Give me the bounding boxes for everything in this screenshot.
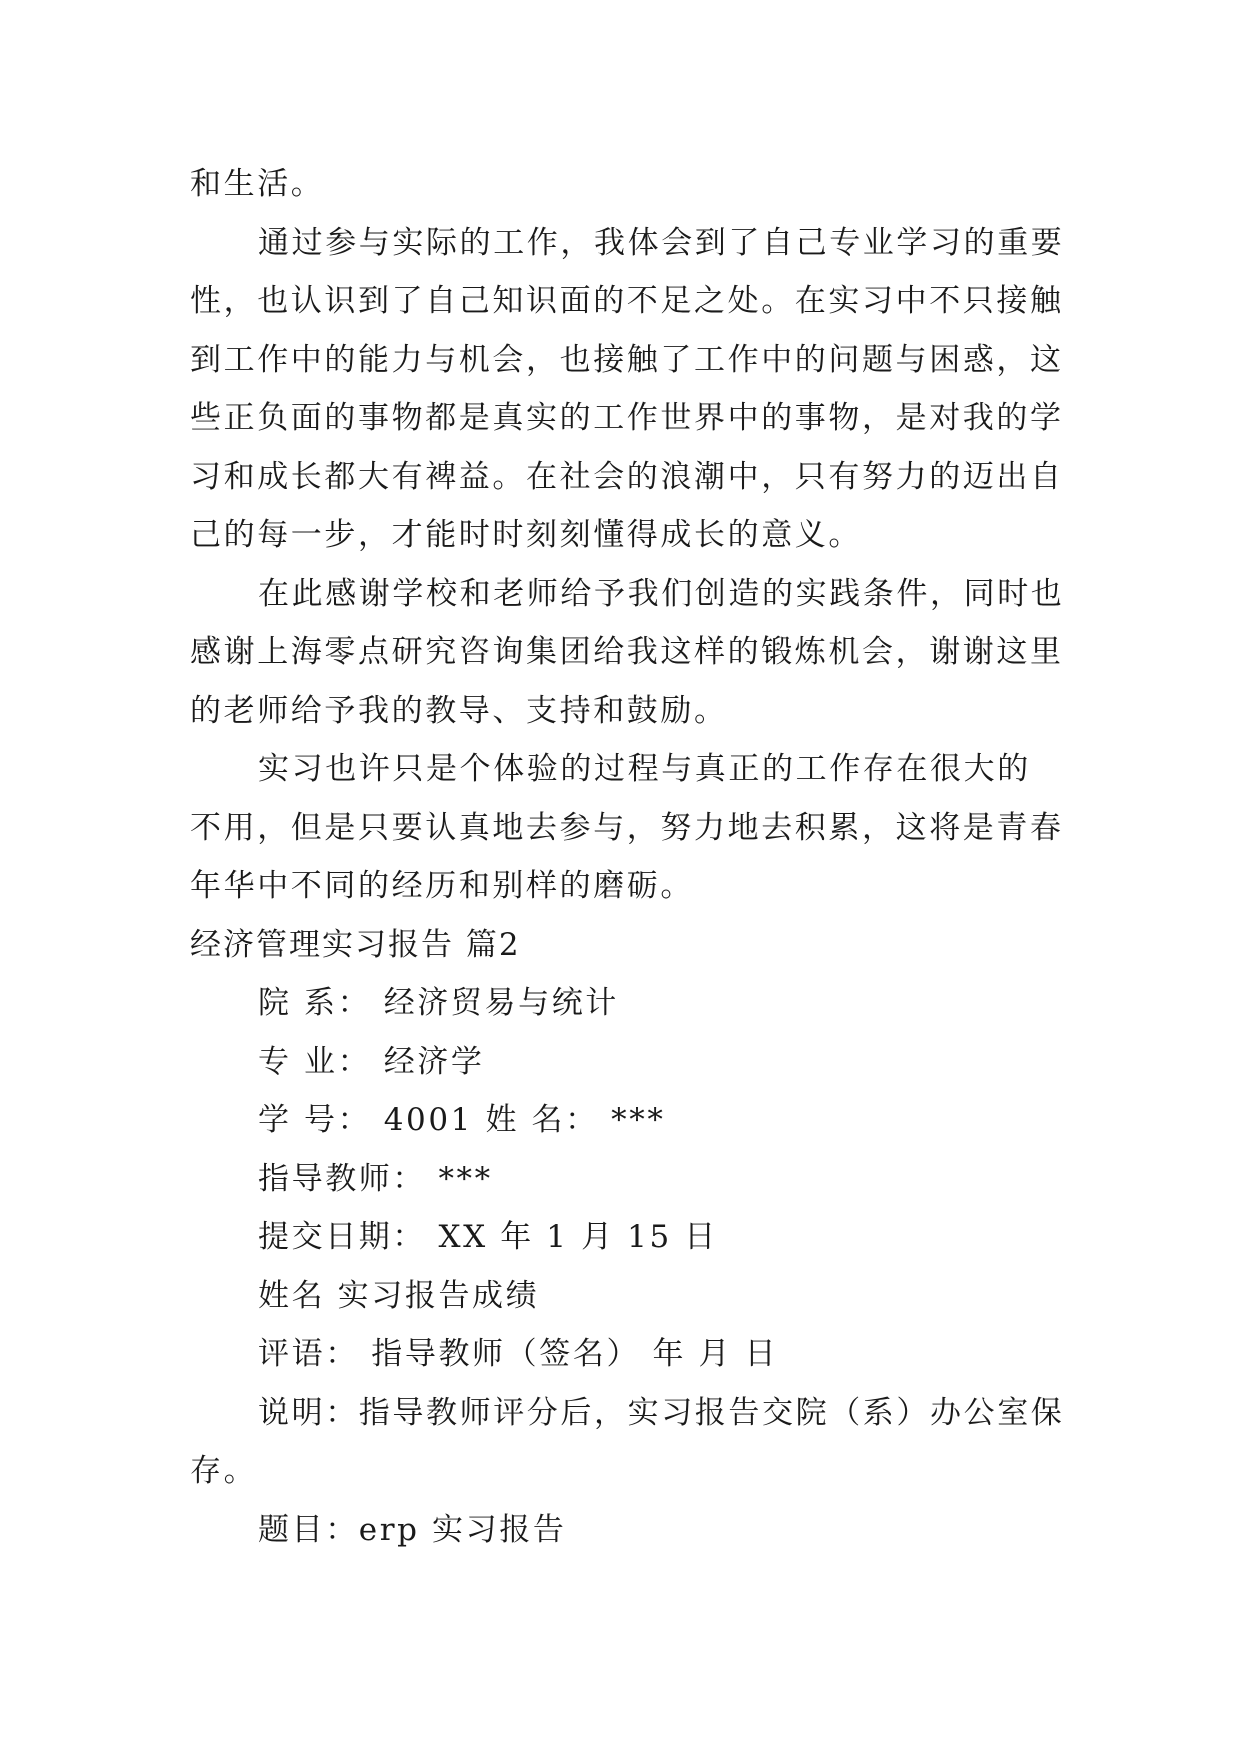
- document-page: [190, 155, 1065, 1559]
- field-score: 姓名 实习报告成绩: [258, 1277, 540, 1314]
- field-department: 院 系： 经济贸易与统计: [258, 985, 619, 1021]
- paragraph-line: 性，也认识到了自己知识面的不足之处。在实习中不只接触: [190, 283, 1064, 319]
- note-line: 说明：指导教师评分后，实习报告交院（系）办公室保: [258, 1394, 1065, 1431]
- paragraph-line: 感谢上海零点研究咨询集团给我这样的锻炼机会，谢谢这里: [190, 634, 1064, 670]
- field-major: 专 业： 经济学: [258, 1043, 485, 1080]
- field-comment: 评语： 指导教师（签名） 年 月 日: [258, 1336, 779, 1372]
- paragraph-line: 在此感谢学校和老师给予我们创造的实践条件，同时也: [258, 575, 1065, 612]
- note-line: 存。: [190, 1453, 258, 1489]
- paragraph-line: 己的每一步，才能时时刻刻懂得成长的意义。: [190, 517, 862, 553]
- section-title: 经济管理实习报告 篇2: [190, 926, 521, 963]
- paragraph-line: 年华中不同的经历和别样的磨砺。: [190, 868, 694, 904]
- paragraph-line: 习和成长都大有裨益。在社会的浪潮中，只有努力的迈出自: [190, 458, 1064, 495]
- paragraph-line: 通过参与实际的工作，我体会到了自己专业学习的重要: [258, 224, 1065, 261]
- field-submit-date: 提交日期： XX 年 1 月 15 日: [258, 1219, 718, 1255]
- field-student-id-name: 学 号： 4001 姓 名： ***: [258, 1102, 666, 1138]
- paragraph-line: 到工作中的能力与机会，也接触了工作中的问题与困惑，这: [190, 341, 1064, 378]
- paragraph-line: 的老师给予我的教导、支持和鼓励。: [190, 692, 728, 729]
- paragraph-line: 不用，但是只要认真地去参与，努力地去积累，这将是青春: [190, 809, 1064, 846]
- field-teacher: 指导教师： ***: [258, 1160, 493, 1197]
- topic-line: 题目：erp 实习报告: [258, 1511, 567, 1548]
- paragraph-line: 和生活。: [190, 166, 325, 202]
- paragraph-line: 实习也许只是个体验的过程与真正的工作存在很大的: [258, 751, 1031, 787]
- paragraph-line: 些正负面的事物都是真实的工作世界中的事物，是对我的学: [190, 400, 1064, 436]
